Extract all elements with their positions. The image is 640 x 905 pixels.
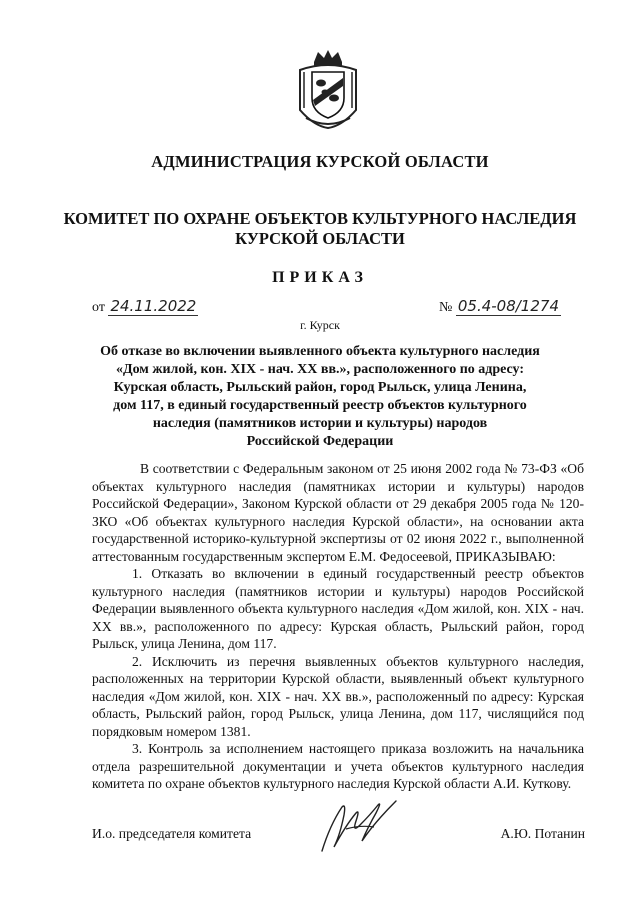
number-value: 05.4-08/1274 <box>457 297 559 315</box>
city-label: г. Курск <box>300 318 340 332</box>
committee-heading <box>0 209 640 249</box>
subject-line: Российской Федерации <box>246 434 394 449</box>
handwritten-signature <box>316 795 402 857</box>
number-prefix: № <box>439 300 453 315</box>
subject-line: Об отказе во включении выявленного объекта культурного наследия <box>100 344 540 359</box>
order-date <box>92 297 198 316</box>
preamble-paragraph: В соответствии с Федеральным законом от 25 июня 2002 года № 73-ФЗ «Об объектах культурного наследия (памятниках истории и культуры) народов Российской Федерации», Законом Курской области от 29 декабря 2005 года № 120-ЗКО «Об объектах культурного наследия Курской области», на основании акта государственной историко-культурной экспертизы от 02 июня 2022 г., выполненной аттестованным государственным экспертом Е.М. Федосеевой, ПРИКАЗЫВАЮ: <box>92 461 584 564</box>
date-value: 24.11.2022 <box>110 297 197 315</box>
order-body <box>92 460 584 793</box>
order-subject <box>100 343 540 451</box>
order-item: 3. Контроль за исполнением настоящего приказа возложить на начальника отдела разрешительной документации и учета объектов культурного наследия комитета по охране объектов культурного наследия Курской области А.И. Куткову. <box>92 741 584 791</box>
document-type-heading: ПРИКАЗ <box>272 269 368 286</box>
committee-heading-line: КОМИТЕТ ПО ОХРАНЕ ОБЪЕКТОВ КУЛЬТУРНОГО НАСЛЕДИЯ <box>63 209 577 228</box>
subject-line: Курская область, Рыльский район, город Рыльск, улица Ленина, <box>113 380 527 395</box>
date-prefix: от <box>92 300 105 315</box>
subject-line: дом 117, в единый государственный реестр объектов культурного <box>113 398 527 413</box>
subject-line: наследия (памятников истории и культуры) народов <box>152 416 488 431</box>
administration-heading: АДМИНИСТРАЦИЯ КУРСКОЙ ОБЛАСТИ <box>151 152 489 171</box>
subject-line: «Дом жилой, кон. XIX - нач. XX вв.», расположенного по адресу: <box>115 362 525 377</box>
order-number <box>439 297 561 316</box>
signatory-position: И.о. председателя комитета <box>92 826 252 841</box>
signatory-name: А.Ю. Потанин <box>500 826 585 841</box>
order-item: 2. Исключить из перечня выявленных объектов культурного наследия, расположенных на территории Курской области, выявленный объект культурного наследия «Дом жилой, кон. XIX - нач. XX вв.», расположенный по адресу: Курская область, Рыльский район, город Рыльск, улица Ленина, дом 117, числящийся под порядковым номером 1381. <box>92 653 584 739</box>
committee-heading-line: КУРСКОЙ ОБЛАСТИ <box>235 229 405 248</box>
coat-of-arms-icon <box>294 48 362 130</box>
order-item: 1. Отказать во включении в единый государственный реестр объектов культурного наследия (памятников истории и культуры) народов Российской Федерации выявленного объекта культурного наследия «Дом жилой, кон. XIX - нач. XX вв.», расположенного по адресу: Курская область, Рыльский район, город Рыльск, улица Ленина, дом 117. <box>92 566 584 651</box>
